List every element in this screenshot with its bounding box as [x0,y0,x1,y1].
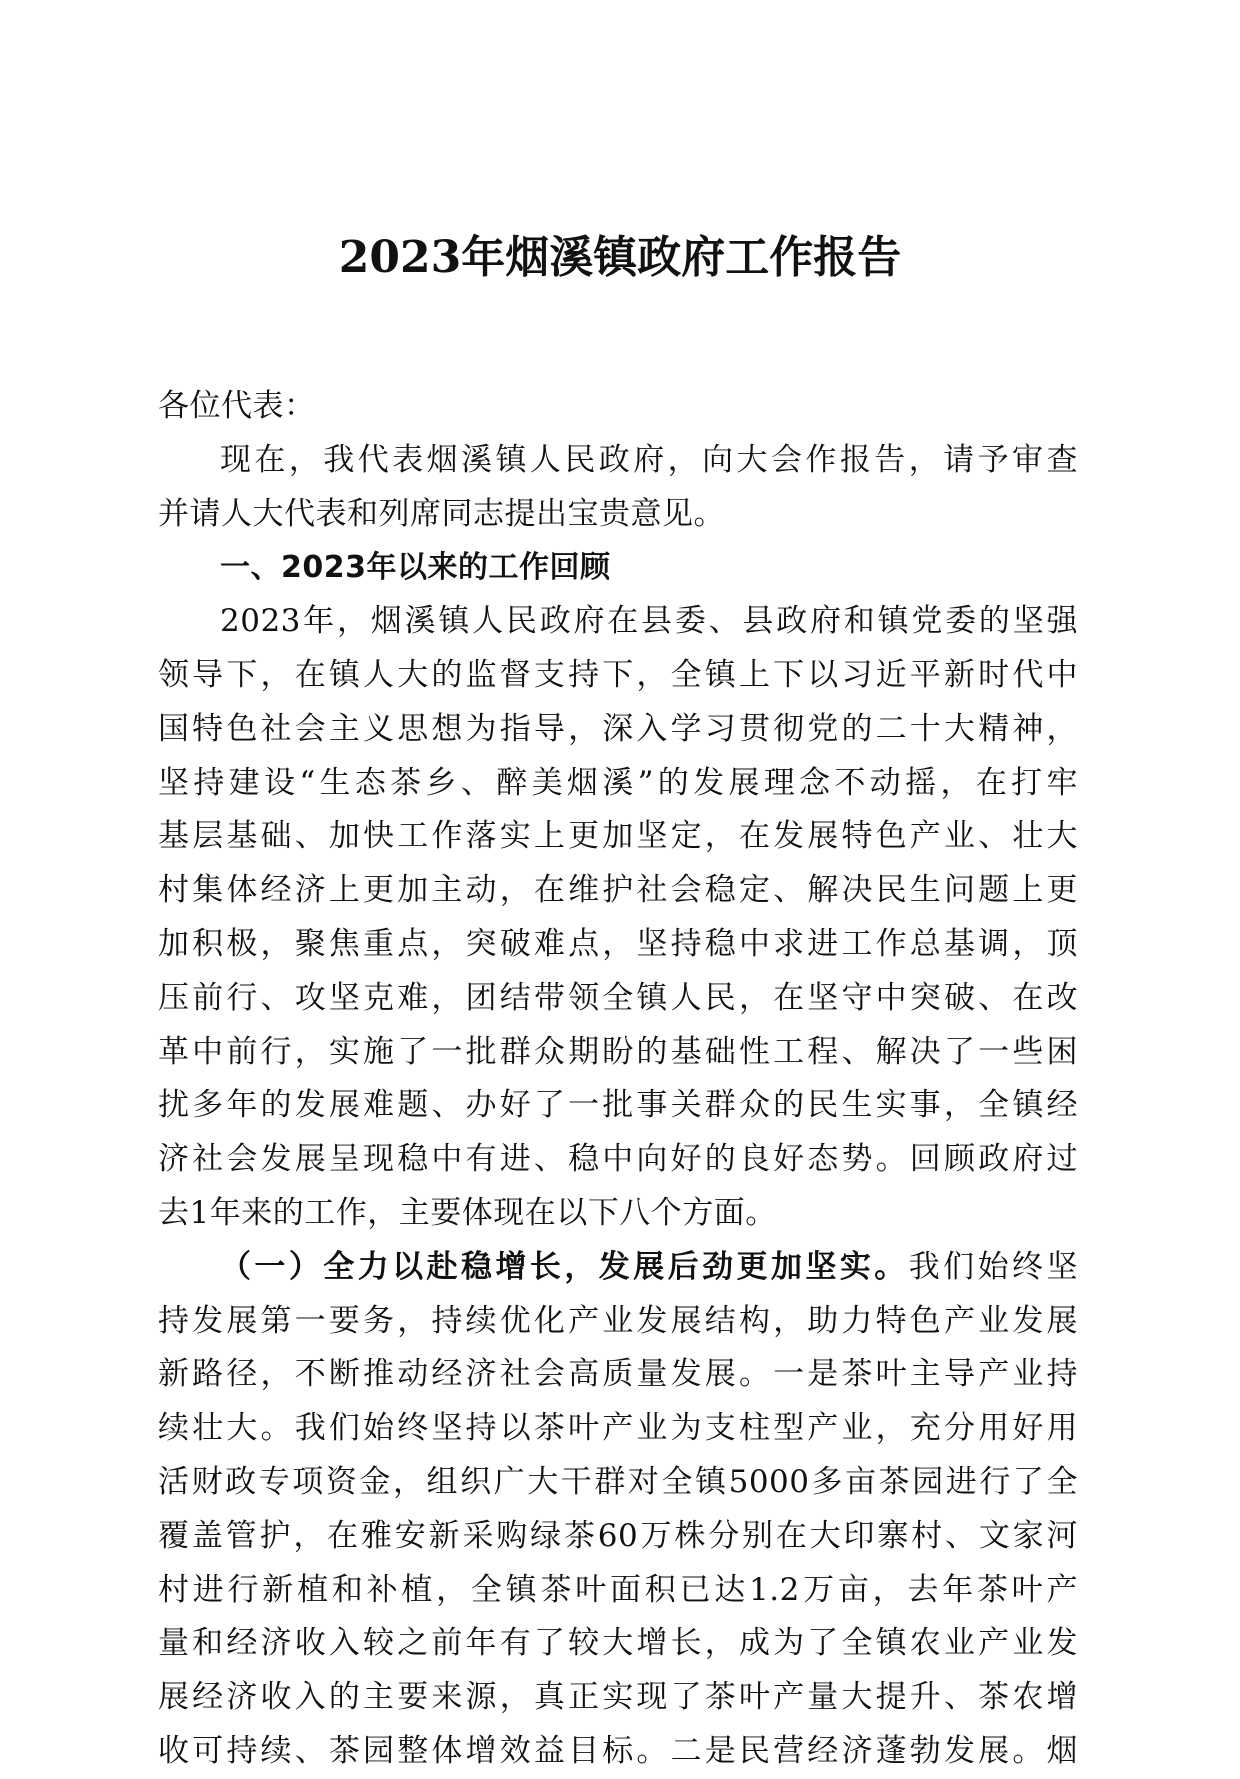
paragraph-line: 村集体经济上更加主动，在维护社会稳定、解决民生问题上更 [158,872,1078,909]
subsection-line [158,1241,1078,1295]
subsection-heading: （一）全力以赴稳增长，发展后劲更加坚实。 [220,1248,909,1285]
paragraph-line: 压前行、攻坚克难，团结带领全镇人民，在坚守中突破、在改 [158,979,1078,1016]
document-title: 2023年烟溪镇政府工作报告 [338,232,902,283]
paragraph-line: 革中前行，实施了一批群众期盼的基础性工程、解决了一些困 [158,1033,1078,1070]
paragraph-line: 坚持建设“生态茶乡、醉美烟溪”的发展理念不动摇，在打牢 [158,764,1078,801]
paragraph-line: 领导下，在镇人大的监督支持下，全镇上下以习近平新时代中 [158,656,1078,693]
salutation: 各位代表： [158,388,316,424]
paragraph-line: 续壮大。我们始终坚持以茶叶产业为支柱型产业，充分用好用 [158,1410,1078,1447]
paragraph-line: 覆盖管护，在雅安新采购绿茶60万株分别在大印寨村、文家河 [158,1517,1078,1554]
paragraph-line: 持发展第一要务，持续优化产业发展结构，助力特色产业发展 [158,1302,1078,1339]
paragraph-line: 扰多年的发展难题、办好了一批事关群众的民生实事，全镇经 [158,1087,1078,1124]
paragraph-line: 并请人大代表和列席同志提出宝贵意见。 [158,495,725,532]
paragraph-line: 活财政专项资金，组织广大干群对全镇5000多亩茶园进行了全 [158,1463,1078,1500]
paragraph-line: 量和经济收入较之前年有了较大增长，成为了全镇农业产业发 [158,1625,1078,1662]
document-body [158,380,1078,1779]
section-heading: 一、2023年以来的工作回顾 [220,550,611,586]
paragraph-line: 济社会发展呈现稳中有进、稳中向好的良好态势。回顾政府过 [158,1141,1078,1178]
paragraph-line-continuation: 我们始终坚 [908,1248,1078,1285]
paragraph-line: 收可持续、茶园整体增效益目标。二是民营经济蓬勃发展。烟 [158,1732,1078,1769]
paragraph-line: 2023年，烟溪镇人民政府在县委、县政府和镇党委的坚强 [220,603,1078,640]
paragraph-line: 去1年来的工作，主要体现在以下八个方面。 [158,1194,777,1231]
paragraph-line: 现在，我代表烟溪镇人民政府，向大会作报告，请予审查 [220,441,1078,478]
paragraph-line: 展经济收入的主要来源，真正实现了茶叶产量大提升、茶农增 [158,1679,1078,1716]
paragraph-line: 加积极，聚焦重点，突破难点，坚持稳中求进工作总基调，顶 [158,925,1078,962]
paragraph-line: 国特色社会主义思想为指导，深入学习贯彻党的二十大精神， [158,710,1078,747]
paragraph-line: 新路径，不断推动经济社会高质量发展。一是茶叶主导产业持 [158,1356,1078,1393]
paragraph-line: 村进行新植和补植，全镇茶叶面积已达1.2万亩，去年茶叶产 [158,1571,1078,1608]
paragraph-line: 基层基础、加快工作落实上更加坚定，在发展特色产业、壮大 [158,818,1078,855]
